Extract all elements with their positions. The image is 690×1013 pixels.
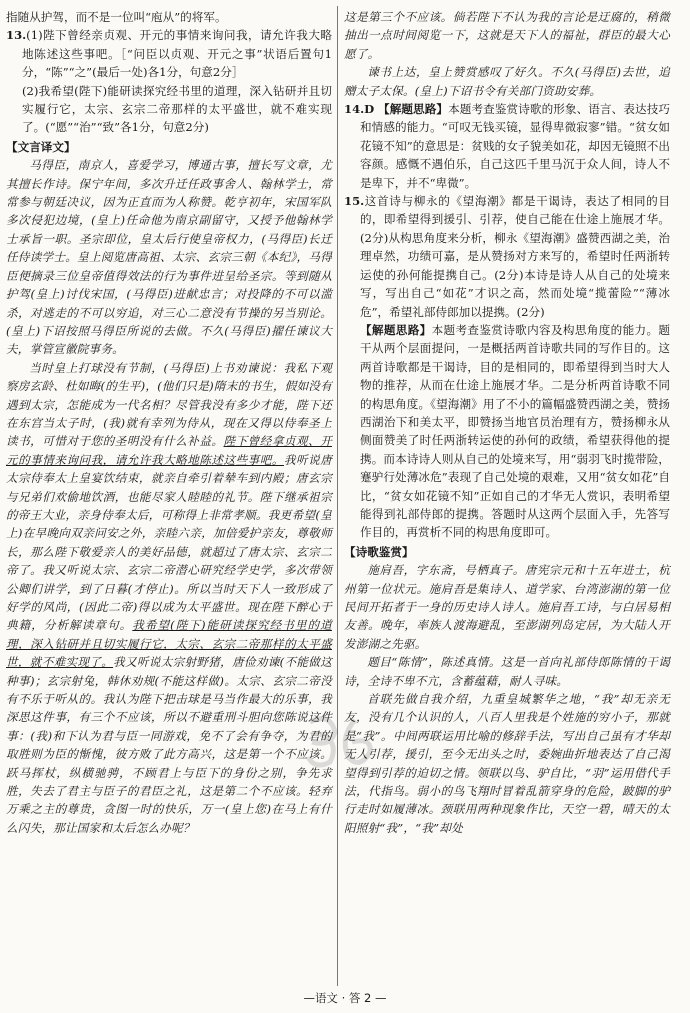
page-footer: —语文 · 答 2 —	[303, 991, 387, 1005]
watermark-logo-icon	[300, 712, 380, 772]
q15-analysis-block	[344, 321, 670, 542]
q15-analysis: 本题考查鉴赏诗歌内容及构思角度的能力。题干从两个层面提问，一是概括两首诗歌共同的写作目的。这两首诗歌都是干谒诗，目的是相同的，即希望得到当时大人物的推荐，从而在仕途上施展才华。二是分析两首诗歌不同的构思角度。《望海潮》用了不小的篇幅盛赞西湖之美，赞扬西湖治下和美太平，即赞扬当地官员治理有方，赞扬柳永从侧面赞美了时任两浙转运使的孙何的政绩，希望获得他的提携。而本诗诗人则从自己的处境来写，用“弱羽飞时揽带险，蹇驴行处薄冰危”表现了自己处境的艰难，又用“贫女如花”自比，“贫女如花镜不知”正如自己的才华无人赏识，表明希望能得到礼部侍郎的提携。答题时从这两个层面入手，先答写作目的，再赏析不同的构思角度即可。	[360, 322, 670, 540]
q15-answer: 这首诗与柳永的《望海潮》都是干谒诗，表达了相同的目的，即希望得到援引、引荐，使自己能在仕途上施展才华。(2分)从构思角度来分析，柳永《望海潮》盛赞西湖之美，治理卓然，功绩可嘉，是从赞扬对方来写的，希望时任两浙转运使的孙何能提携自己。(2分)本诗是诗人从自己的处境来写，写出自己“如花”才识之高，然而处境“揽蕾险”“薄冰危”，希望礼部侍郎加以提携。(2分)	[360, 194, 670, 319]
question-13	[6, 26, 332, 81]
q13-answer-2: (2)我希望(陛下)能研读探究经书里的道理，深入钻研并且切实履行它，太宗、玄宗二帝那样的太平盛世，就不难实现了。(“愿”“治”“致”各1分，句意2分)	[22, 83, 332, 135]
poem-paragraph-1: 施肩吾，字东斋，号栖真子。唐宪宗元和十五年进士，杭州第一位状元。施肩吾是集诗人、道学家、台湾澎湖的第一位民间开拓者于一身的历史诗人诗人。施肩吾工诗，与白居易相友善。晚年，率族人渡海避乱，至澎湖列岛定居，为大陆人开发澎湖之先驱。	[344, 563, 670, 651]
column-divider	[337, 6, 338, 986]
q14-answer: D	[364, 102, 375, 117]
q14-analysis-tag: 【解题思路】	[378, 102, 449, 117]
translation-paragraph-4: 谏书上达，皇上赞赏感叹了好久。不久(马得臣)去世，追赠太子太保。(皇上)下诏书令有关部门资助安葬。	[344, 65, 670, 98]
q13-number: 13.	[6, 28, 27, 43]
q15-analysis-tag: 【解题思路】	[360, 322, 432, 337]
q15-number: 15.	[344, 194, 365, 209]
q14-number: 14.	[344, 102, 365, 117]
translation-paragraph-2	[6, 359, 332, 838]
translation-underlined-2: 我希望(陛下)能研读探究经书里的道理，深入钻研并且切实履行它，太宗、玄宗二帝那样的太平盛世，就不难实现了。	[6, 618, 332, 670]
carryover-line: 指随从护驾，而不是一位叫“庖从”的将军。	[6, 10, 227, 24]
poem-paragraph-3: 首联先做自我介绍，九重皇城繁华之地，“我”却无亲无友，没有几个认识的人，八百人里我是个姓施的穷小子，那就是“我”。中间两联运用比喻的修辞手法，写出自己虽有才华却无人引荐，援引，至今无出头之时，委婉曲折地表达了自己渴望得到引荐的迫切之情。领联以鸟、驴自比，“羽”运用借代手法，代指鸟。弱小的鸟飞翔时冒着乱箭穿身的危险，跛脚的驴行走时如履薄冰。颈联用两种现象作比，天空一碧，晴天的太阳照射“我”，“我”却处	[344, 692, 670, 835]
left-column	[6, 8, 332, 837]
poem-paragraph-2: 题目“陈情”，陈述真情。这是一首向礼部侍郎陈情的干谒诗，全诗不卑不亢，含蓄蕴藉，耐人寻味。	[344, 655, 670, 688]
translation-text-c: 我又听说太宗射野猪，唐俭劝谏(不能做这种事)；玄宗射兔，韩休劝规(不能这样做)。太宗、玄宗二帝没有不乐于听从的。我认为陛下把击球是马当作最大的乐事，我深思这件事，有三个不应该，所以不避重刑斗胆向您陈说这件事：(我)和下认为君与臣一同游戏，免不了会有争夺，为君的取胜则为臣的惭愧，彼方败了此方高兴，这是第一个不应该。跃马挥杖，纵横驰骋，不顾君上与臣下的身份之别，争先求胜，失去了君主与臣子的君臣之礼，这是第二个不应该。轻弃万乘之主的尊贵，贪图一时的快乐，万一(皇上您)在马上有什么闪失，那让国家和太后怎么办呢？	[6, 655, 332, 835]
question-14	[344, 100, 670, 192]
section-translation-heading: 【文言译文】	[6, 139, 76, 154]
right-column	[344, 8, 670, 837]
translation-paragraph-1: 马得臣，南京人，喜爱学习，博通古事，擅长写文章，尤其擅长作诗。保宁年间，多次升迁任政事舍人、翰林学士，常常参与朝廷决议，因为正直而为人称赞。乾亨初年，宋国军队多次侵犯边境，(皇上)任命他为南京副留守，又授予他翰林学士承旨一职。圣宗即位，皇太后行使皇帝权力，(马得臣)长迁任侍读学士。皇上阅览唐高祖、太宗、玄宗三朝《本纪》，马得臣便摘录三位皇帝值得效法的行为事件进呈给圣宗。等到随从护驾(皇上)讨伐宋国，(马得臣)进献忠言；对投降的不可以滥杀，对逃走的不可以穷追，对三心二意没有节操的另当别论。(皇上)下诏按照马得臣所说的去做。不久(马得臣)擢任谏议大夫，掌管宣徽院事务。	[6, 158, 332, 357]
translation-text-a: 当时皇上打球没有节制，(马得臣)上书劝谏说：我私下观察房玄龄、杜如晦(的生平)，(他们只是)隋末的书生，假如没有遇到太宗，怎能成为一代名相？尽管我没有多少才能，陛下还在东宫当太子时，(我)就有幸列为侍从，现在又得以侍奉圣上读书，可惜对于您的圣明没有什么补益。	[6, 360, 332, 449]
translation-underlined-1: 陛下曾经拿贞观、开元的事情来询问我，请允许我大略地陈述这些事吧。	[6, 434, 332, 467]
translation-text-b: 我听说唐太宗侍奉太上皇宴饮结束，就亲自牵引着辇车到内殿；唐玄宗与兄弟们欢偷地饮酒，也能尽家人睦睦的礼节。陛下继承祖宗的帝王大业，亲身侍奉太后，可称得上非常孝顺。我更希望(皇上)在早晚向双亲问安之外，亲睦六亲，加倍爱护亲友，尊敬师长，那么陛下敬爱亲人的美好品德，就超过了唐太宗、玄宗二帝了。我又听说太宗、玄宗二帝潜心研究经学史学，多次带领公卿们讲学，到了日暮(才停止)。所以当时天下人一致形成了好学的风尚，(因此二帝)得以成为太平盛世。现在陛下醉心于典籍，分析解读章句。	[6, 452, 332, 633]
translation-paragraph-3: 这是第三个不应该。倘若陛下不认为我的言论是迂腐的，稍微抽出一点时间阅览一下，这就是天下人的福祉，群臣的最大心愿了。	[344, 10, 670, 61]
q13-answer-1: (1)陛下曾经亲贞观、开元的事情来询问我，请允许我大略地陈述这些事吧。［“问臣以贞观、开元之事”状语后置句1分，“陈”“之”(最后一处)各1分，句意2分］	[22, 28, 332, 80]
q14-analysis: 本题考查鉴赏诗歌的形象、语言、表达技巧和情感的能力。“可叹无钱买镜，显得卑微寂寥”错。“贫女如花镜不知”的意思是：贫贱的女子貌美如花，却因无镜照不出容颜。感慨不遇伯乐，自己这匹千里马沉于众人间，诗人不是卑下，并不“卑微”。	[360, 102, 670, 190]
question-15	[344, 192, 670, 321]
section-poem-heading: 【诗歌鉴赏】	[344, 544, 414, 559]
